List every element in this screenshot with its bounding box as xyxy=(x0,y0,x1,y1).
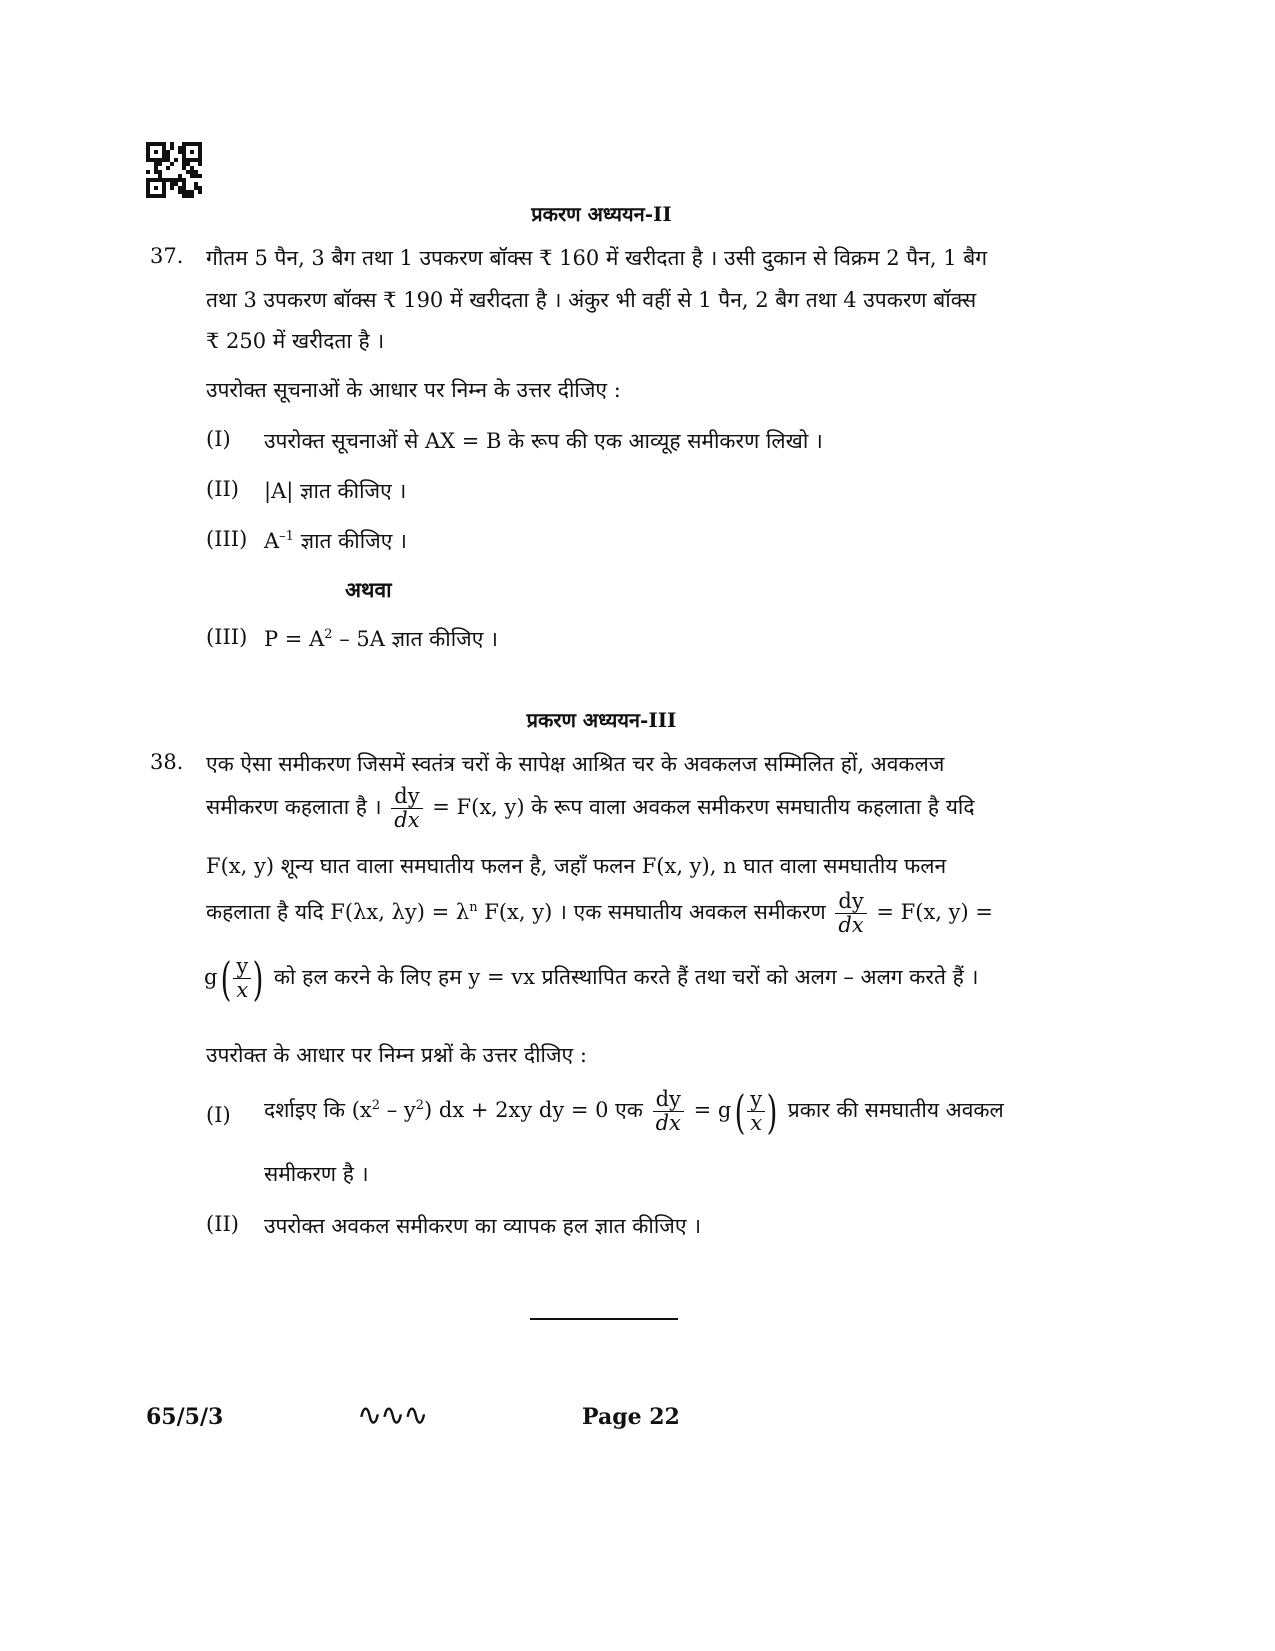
q38-line-2: समीकरण कहलाता है । $\frac{dy}{dx}$ = F(x, y) के रूप वाला अवकल समीकरण समघातीय कहलाता है यदि xyxy=(206,784,975,833)
fraction-dy-dx: $\frac{dy}{dx}$ xyxy=(835,890,866,937)
or-label: अथवा xyxy=(345,577,392,602)
q38-part-text: दर्शाइए कि $(x^2 - y^2)$ dx + 2xy dy = 0 एक $\frac{dy}{dx}$ = g( $\frac{y}{x}$ ) प्रकार की समघातीय अवकल xyxy=(264,1084,1004,1139)
q37-line-1: गौतम 5 पैन, 3 बैग तथा 1 उपकरण बॉक्स ₹ 160 में खरीदता है । उसी दुकान से विक्रम 2 पैन, 1 बैग xyxy=(206,246,988,270)
q37-part-text: उपरोक्त सूचनाओं से AX = B के रूप की एक आव्यूह समीकरण लिखो । xyxy=(264,429,823,453)
section-heading-ii: प्रकरण अध्ययन-II xyxy=(531,202,672,226)
q38-line-1: एक ऐसा समीकरण जिसमें स्वतंत्र चरों के सापेक्ष आश्रित चर के अवकलज सम्मिलित हों, अवकलज xyxy=(206,752,945,776)
page-number: Page 22 xyxy=(582,1404,680,1430)
q38-part-text: उपरोक्त अवकल समीकरण का व्यापक हल ज्ञात कीजिए । xyxy=(264,1214,702,1238)
q37-prompt: उपरोक्त सूचनाओं के आधार पर निम्न के उत्तर दीजिए : xyxy=(206,378,621,402)
q37-part-text: |A| ज्ञात कीजिए । xyxy=(264,479,407,503)
q38-prompt: उपरोक्त के आधार पर निम्न प्रश्नों के उत्तर दीजिए : xyxy=(206,1043,587,1067)
wave-decoration: ∿∿∿ xyxy=(357,1398,427,1433)
q37-line-2: तथा 3 उपकरण बॉक्स ₹ 190 में खरीदता है । अंकुर भी वहीं से 1 पैन, 2 बैग तथा 4 उपकरण बॉक्स xyxy=(206,288,977,312)
question-number-37: 37. xyxy=(150,244,184,268)
fraction-y-x: $\frac{y}{x}$ xyxy=(747,1088,765,1135)
section-heading-iii: प्रकरण अध्ययन-III xyxy=(526,708,677,732)
q38-part-label: (I) xyxy=(206,1103,231,1127)
qr-code xyxy=(146,142,202,198)
paper-code: 65/5/3 xyxy=(146,1404,224,1430)
q38-part-label: (II) xyxy=(206,1212,239,1236)
q37-part-label: (II) xyxy=(206,477,239,501)
q38-line-4: कहलाता है यदि F(λx, $\lambda y) = \lambda^n$ F(x, y) । एक समघातीय अवकल समीकरण $\frac{dy}{dx}$ = F(x, y) = xyxy=(206,889,993,938)
end-separator-line xyxy=(530,1318,678,1320)
question-number-38: 38. xyxy=(150,750,184,774)
fraction-y-x: $\frac{y}{x}$ xyxy=(233,955,251,1002)
q37-part-label: (I) xyxy=(206,427,231,451)
fraction-dy-dx: $\frac{dy}{dx}$ xyxy=(391,785,422,832)
q37-part-label: (III) xyxy=(206,625,248,649)
q37-part-label: (III) xyxy=(206,527,248,551)
q38-part1-line-2: समीकरण है । xyxy=(264,1162,369,1186)
q37-line-3: ₹ 250 में खरीदता है । xyxy=(206,329,385,353)
q37-part-text: $A^{-1}$ ज्ञात कीजिए । xyxy=(264,529,408,553)
fraction-dy-dx: $\frac{dy}{dx}$ xyxy=(653,1088,684,1135)
q38-line-5: g( $\frac{y}{x}$ ) को हल करने के लिए हम y = vx प्रतिस्थापित करते हैं तथा चरों को अलग – अलग करते हैं । xyxy=(204,951,979,1006)
q38-line-3: F(x, y) शून्य घात वाला समघातीय फलन है, जहाँ फलन F(x, y), n घात वाला समघातीय फलन xyxy=(206,854,947,878)
q37-part-text: $P = A^2 - 5A$ ज्ञात कीजिए । xyxy=(264,627,498,651)
